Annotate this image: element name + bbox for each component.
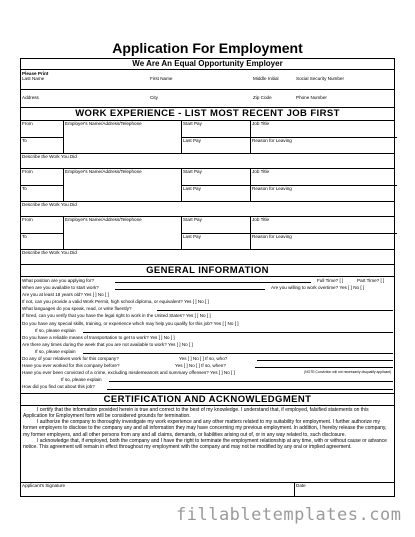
availability-explain-input[interactable] bbox=[83, 353, 393, 354]
describe-work-field[interactable] bbox=[21, 202, 394, 217]
describe-work-field[interactable] bbox=[21, 154, 394, 169]
worked-before-checkbox[interactable]: Yes [ ] No [ ] If so, when? bbox=[175, 363, 226, 369]
city-field[interactable] bbox=[149, 90, 252, 107]
work-permit-question[interactable] bbox=[21, 298, 394, 305]
job-title-cell[interactable] bbox=[250, 121, 396, 153]
conviction-label[interactable]: Have you ever been convicted of a crime, excluding misdemeanors and summary offenses? Yes [ ] No [ ] bbox=[22, 370, 235, 376]
part-time-checkbox[interactable]: Part Time? [ ] bbox=[357, 278, 385, 283]
legal-right-label: If hired, can you verify that you have the legal right to work in the United States? Yes [ ] No [ ] bbox=[22, 313, 211, 319]
start-pay-label: Start Pay bbox=[183, 121, 202, 126]
conviction-explain bbox=[21, 376, 394, 383]
employer-field[interactable] bbox=[63, 121, 181, 153]
to-label: To bbox=[21, 233, 63, 239]
relatives-checkbox[interactable]: Yes [ ] No [ ] If so, who? bbox=[179, 356, 228, 362]
ssn-field[interactable] bbox=[295, 70, 396, 89]
worked-before-question bbox=[21, 362, 394, 369]
middle-initial-field[interactable] bbox=[252, 70, 295, 89]
start-date-question bbox=[21, 284, 394, 291]
find-job-question bbox=[21, 383, 394, 390]
form-subtitle: We Are An Equal Opportunity Employer bbox=[21, 59, 394, 70]
page-title: Application For Employment bbox=[112, 40, 303, 56]
conviction-question bbox=[21, 369, 394, 376]
position-question bbox=[21, 277, 394, 284]
worked-before-label: Have you ever worked for this company before? bbox=[22, 363, 120, 369]
job-block bbox=[21, 217, 394, 264]
employment-form bbox=[20, 58, 395, 497]
skills-label: Do you have any special skills, training, or experience which may help you qualify for this job? Yes [ ] No [ ] bbox=[22, 320, 239, 326]
from-label: From bbox=[22, 169, 33, 174]
city-label: City bbox=[150, 95, 158, 100]
phone-label: Phone Number bbox=[296, 95, 327, 100]
from-label: From bbox=[22, 217, 33, 222]
zip-field[interactable] bbox=[252, 90, 295, 107]
describe-label: Describe the Work You Did bbox=[22, 202, 77, 207]
conviction-explain-label: If so, please explain bbox=[61, 377, 102, 383]
job-block bbox=[21, 169, 394, 217]
last-pay-label: Last Pay bbox=[182, 185, 251, 191]
job-title-label: Job Title bbox=[252, 121, 270, 126]
last-name-field[interactable] bbox=[21, 70, 149, 89]
start-pay-label: Start Pay bbox=[183, 169, 202, 174]
relatives-question bbox=[21, 355, 394, 362]
from-to-cell[interactable] bbox=[21, 121, 63, 153]
work-permit-label: If not, can you provide a valid Work Permit, high school diploma, or equivalent? Yes [ ] No [ ] bbox=[22, 299, 209, 305]
signature-label: Applicant's Signature bbox=[22, 482, 66, 488]
zip-label: Zip Code bbox=[253, 95, 272, 100]
transportation-question[interactable] bbox=[21, 334, 394, 341]
job-block bbox=[21, 121, 394, 169]
job-title-cell[interactable] bbox=[250, 217, 396, 249]
skills-explain-input[interactable] bbox=[83, 332, 393, 333]
from-label: From bbox=[22, 121, 33, 126]
middle-initial-label: Middle Initial bbox=[253, 76, 279, 81]
start-date-input[interactable] bbox=[115, 289, 265, 290]
availability-explain bbox=[21, 348, 394, 355]
general-questions bbox=[21, 277, 394, 391]
to-label: To bbox=[21, 185, 63, 191]
full-time-checkbox[interactable]: Full Time? [ ] bbox=[317, 278, 344, 283]
employer-field[interactable] bbox=[63, 217, 181, 249]
general-information-heading: GENERAL INFORMATION bbox=[21, 264, 394, 277]
availability-explain-label: If so, please explain bbox=[35, 348, 76, 354]
skills-explain-label: If so, please explain bbox=[35, 327, 76, 333]
find-job-label: How did you find out about this job? bbox=[22, 384, 95, 390]
languages-input[interactable] bbox=[157, 310, 393, 311]
phone-field[interactable] bbox=[295, 90, 396, 107]
from-to-cell[interactable] bbox=[21, 169, 63, 201]
job-title-label: Job Title bbox=[252, 169, 270, 174]
address-field[interactable] bbox=[21, 90, 149, 107]
job-title-label: Job Title bbox=[252, 217, 270, 222]
date-label: Date bbox=[296, 482, 306, 488]
describe-label: Describe the Work You Did bbox=[22, 154, 77, 159]
skills-question[interactable] bbox=[21, 320, 394, 327]
last-pay-label: Last Pay bbox=[182, 137, 251, 143]
reason-label: Reason for Leaving bbox=[251, 137, 397, 143]
watermark: fillabletemplates.com bbox=[176, 505, 402, 525]
transportation-label: Do you have a reliable means of transportation to get to work? Yes [ ] No [ ] bbox=[22, 334, 175, 340]
please-print-label: Please Print bbox=[22, 71, 49, 76]
start-date-label: When are you available to start work? bbox=[22, 285, 99, 291]
describe-label: Describe the Work You Did bbox=[22, 250, 77, 255]
position-input[interactable] bbox=[115, 282, 311, 283]
conviction-note: (NOTE:Conviction will not necessarily disqualify applicant) bbox=[304, 370, 392, 375]
work-experience-heading: WORK EXPERIENCE - LIST MOST RECENT JOB FIRST bbox=[21, 108, 394, 121]
describe-work-field[interactable] bbox=[21, 250, 394, 264]
employer-label: Employer's Name/Address/Telephone bbox=[65, 217, 142, 222]
personal-address-row bbox=[21, 90, 394, 108]
first-name-field[interactable] bbox=[149, 70, 252, 89]
conviction-explain-input[interactable] bbox=[109, 381, 393, 382]
certification-paragraph: I certify that the information provided herein is true and correct to the best of my knowledge. I understand that, if employed, falsified statements on this Application for Employment form will be considered grounds for termination. bbox=[23, 406, 369, 419]
employer-label: Employer's Name/Address/Telephone bbox=[65, 169, 142, 174]
find-job-input[interactable] bbox=[107, 389, 393, 390]
to-label: To bbox=[21, 137, 63, 143]
legal-right-question[interactable] bbox=[21, 312, 394, 319]
overtime-checkbox[interactable]: Are you willing to work overtime? Yes [ ] No [ ] bbox=[271, 285, 365, 291]
pay-cell[interactable] bbox=[181, 217, 250, 249]
pay-cell[interactable] bbox=[181, 121, 250, 153]
last-pay-label: Last Pay bbox=[182, 233, 251, 239]
personal-name-row bbox=[21, 70, 394, 90]
relatives-label: Do any of your relatives work for this company? bbox=[22, 356, 119, 362]
languages-question bbox=[21, 305, 394, 312]
job-title-cell[interactable] bbox=[250, 169, 396, 201]
signature-field[interactable] bbox=[21, 483, 294, 496]
certification-heading: CERTIFICATION AND ACKNOWLEDGMENT bbox=[21, 393, 394, 406]
employer-field[interactable] bbox=[63, 169, 181, 201]
certification-paragraph: I authorize the company to thoroughly investigate my work experience and any other matters related to my suitability for employment. I further authorize my former employers to disclose to the company any and all information they may have concerning my previous employment. In addition, I hereby release the company, my former employers, and all other persons from any and all claims, demands, or liabilities arising out of, or in any way related to, such disclosure. bbox=[23, 419, 387, 438]
last-name-label: Last Name bbox=[22, 76, 45, 81]
availability-label: Are there any times during the week that you are not available to work? Yes [ ] No [ ] bbox=[22, 341, 193, 347]
age-label: Are you at least 18 years old? Yes [ ] No [ ] bbox=[22, 292, 109, 298]
employer-label: Employer's Name/Address/Telephone bbox=[65, 121, 142, 126]
date-field[interactable] bbox=[294, 483, 396, 496]
availability-question[interactable] bbox=[21, 341, 394, 348]
ssn-label: Social Security Number bbox=[296, 76, 344, 81]
first-name-label: First Name bbox=[150, 76, 173, 81]
relatives-input[interactable] bbox=[257, 360, 393, 361]
position-label: What position are you applying for? bbox=[22, 278, 95, 283]
certification-text bbox=[21, 406, 394, 482]
certification-paragraph: I acknowledge that, if employed, both the company and I have the right to terminate the employment relationship at any time, with or without cause or advance notice. This agreement will remain in effect throughout my employment with the company and may not be modified by any oral or implied agreement. bbox=[23, 437, 387, 451]
from-to-cell[interactable] bbox=[21, 217, 63, 249]
languages-label: What languages do you speak, read, or write fluently? bbox=[22, 306, 132, 312]
age-question[interactable] bbox=[21, 291, 394, 298]
reason-label: Reason for Leaving bbox=[251, 233, 397, 239]
signature-row bbox=[21, 482, 394, 496]
worked-before-input[interactable] bbox=[255, 367, 393, 368]
reason-label: Reason for Leaving bbox=[251, 185, 397, 191]
skills-explain bbox=[21, 327, 394, 334]
pay-cell[interactable] bbox=[181, 169, 250, 201]
address-label: Address bbox=[22, 95, 39, 100]
start-pay-label: Start Pay bbox=[183, 217, 202, 222]
